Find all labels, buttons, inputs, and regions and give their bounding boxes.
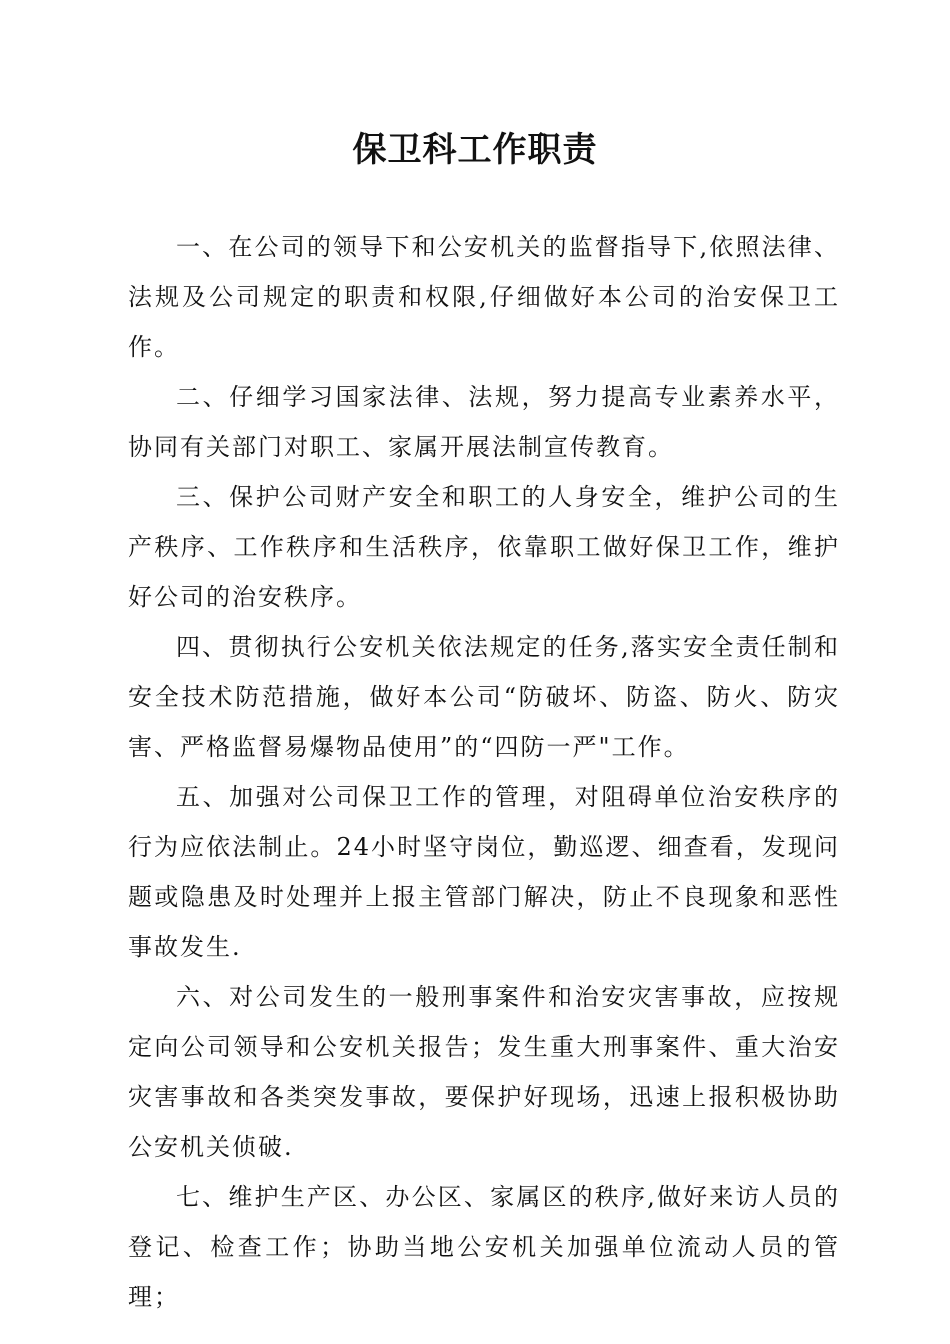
paragraph-2: 二、仔细学习国家法律、法规，努力提高专业素养水平，协同有关部门对职工、家属开展法制宣传教育。	[128, 383, 840, 461]
paragraph-1: 一、在公司的领导下和公安机关的监督指导下,依照法律、法规及公司规定的职责和权限,仔细做好本公司的治安保卫工作。	[128, 233, 840, 361]
document-title: 保卫科工作职责	[352, 130, 598, 170]
paragraph-5: 五、加强对公司保卫工作的管理，对阻碍单位治安秩序的行为应依法制止。24小时坚守岗位，勤巡逻、细查看，发现问题或隐患及时处理并上报主管部门解决，防止不良现象和恶性事故发生.	[128, 783, 840, 961]
paragraph-4: 四、贯彻执行公安机关依法规定的任务,落实安全责任制和安全技术防范措施，做好本公司“防破坏、防盗、防火、防灾害、严格监督易爆物品使用”的“四防一严"工作。	[128, 633, 840, 761]
document-body	[128, 222, 840, 1322]
paragraph-6: 六、对公司发生的一般刑事案件和治安灾害事故，应按规定向公司领导和公安机关报告；发生重大刑事案件、重大治安灾害事故和各类突发事故，要保护好现场，迅速上报积极协助公安机关侦破.	[128, 983, 840, 1161]
paragraph-3: 三、保护公司财产安全和职工的人身安全，维护公司的生产秩序、工作秩序和生活秩序，依靠职工做好保卫工作，维护好公司的治安秩序。	[128, 483, 840, 611]
paragraph-7: 七、维护生产区、办公区、家属区的秩序,做好来访人员的登记、检查工作；协助当地公安机关加强单位流动人员的管理；	[128, 1183, 840, 1311]
